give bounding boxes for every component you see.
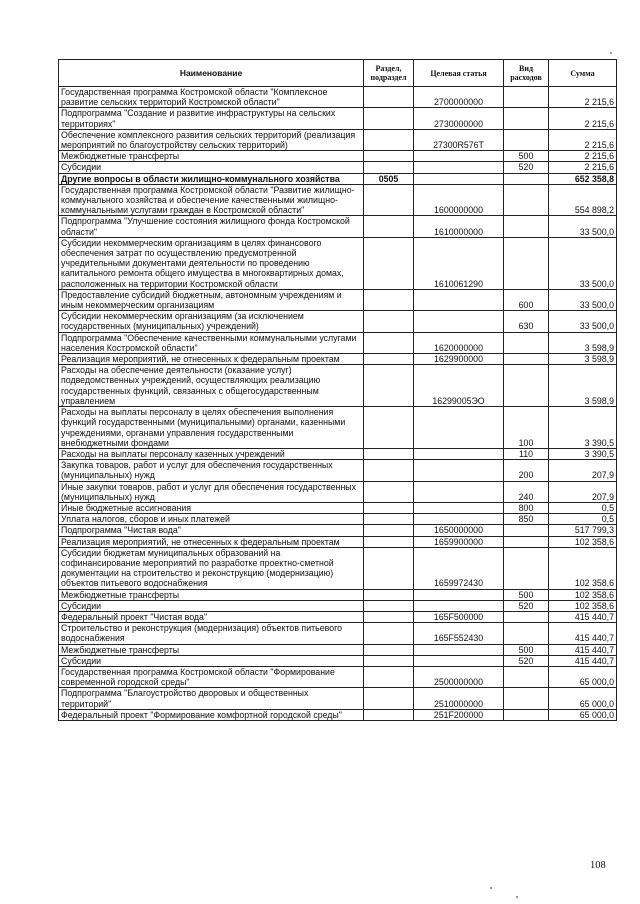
row-sum: 33 500,0 [549,311,617,332]
row-section [364,481,414,502]
table-body [59,87,617,721]
row-kind: 630 [504,311,549,332]
table-row [59,600,617,611]
table-row [59,611,617,622]
row-name: Межбюджетные трансферты [59,151,364,162]
row-section [364,289,414,310]
row-target: 251F200000 [414,709,504,720]
row-target [414,644,504,655]
row-sum: 415 440,7 [549,623,617,644]
row-target [414,514,504,525]
table-row [59,536,617,547]
page-number: 108 [590,860,606,871]
row-target [414,589,504,600]
row-kind [504,173,549,184]
row-name: Государственная программа Костромской области "Формирование современной городской среды" [59,666,364,687]
row-kind [504,87,549,108]
table-row [59,514,617,525]
row-name: Субсидии [59,162,364,173]
row-target: 1600000000 [414,184,504,216]
row-section [364,644,414,655]
row-kind: 600 [504,289,549,310]
row-target [414,407,504,449]
row-kind: 520 [504,162,549,173]
row-kind [504,536,549,547]
row-sum: 0,5 [549,514,617,525]
row-sum: 207,9 [549,460,617,481]
row-sum: 2 215,6 [549,162,617,173]
row-sum: 3 390,5 [549,407,617,449]
row-sum: 415 440,7 [549,611,617,622]
row-section [364,216,414,237]
row-target: 1650000000 [414,525,504,536]
row-sum: 3 598,9 [549,354,617,365]
row-target: 1620000000 [414,332,504,353]
row-sum: 517 799,3 [549,525,617,536]
row-sum: 415 440,7 [549,644,617,655]
table-row [59,289,617,310]
row-section [364,237,414,289]
table-row [59,151,617,162]
row-kind [504,709,549,720]
table-row [59,87,617,108]
row-target [414,311,504,332]
row-kind: 100 [504,407,549,449]
row-name: Иные бюджетные ассигнования [59,502,364,513]
row-name: Предоставление субсидий бюджетным, автономным учреждениям и иным некоммерческим организациям [59,289,364,310]
row-section [364,502,414,513]
row-sum: 2 215,6 [549,129,617,150]
row-name: Субсидии бюджетам муниципальных образований на софинансирование мероприятий по разработке проектно-сметной документации на строительство и реконструкцию (модернизацию) объектов питьевого водоснабжения [59,547,364,589]
row-name: Подпрограмма "Улучшение состояния жилищного фонда Костромской области" [59,216,364,237]
row-sum: 415 440,7 [549,655,617,666]
row-section [364,129,414,150]
row-target: 1659972430 [414,547,504,589]
row-sum: 0,5 [549,502,617,513]
table-row [59,525,617,536]
row-name: Подпрограмма "Чистая вода" [59,525,364,536]
row-target: 2700000000 [414,87,504,108]
row-section [364,623,414,644]
row-section [364,151,414,162]
row-target [414,655,504,666]
row-kind [504,216,549,237]
header-sum: Сумма [549,60,617,87]
table-row [59,481,617,502]
row-target: 2510000000 [414,688,504,709]
row-name: Подпрограмма "Благоустройство дворовых и общественных территорий" [59,688,364,709]
row-kind: 520 [504,600,549,611]
row-kind [504,547,549,589]
table-row [59,108,617,129]
table-header-row [59,60,617,87]
table-row [59,502,617,513]
table-row [59,237,617,289]
table-row [59,666,617,687]
table-row [59,365,617,407]
row-name: Расходы на обеспечение деятельности (оказание услуг) подведомственных учреждений, осуществляющих реализацию государственных функций, связанных с общегосударственным управлением [59,365,364,407]
table-row [59,547,617,589]
row-section [364,688,414,709]
row-name: Федеральный проект "Формирование комфортной городской среды" [59,709,364,720]
row-sum: 33 500,0 [549,289,617,310]
row-sum: 2 215,6 [549,108,617,129]
table-row [59,655,617,666]
row-sum: 2 215,6 [549,151,617,162]
row-sum: 65 000,0 [549,666,617,687]
row-target [414,481,504,502]
table-row [59,129,617,150]
row-target: 2730000000 [414,108,504,129]
row-section [364,448,414,459]
row-target: 1610000000 [414,216,504,237]
scan-speck [490,887,492,889]
row-kind [504,237,549,289]
row-sum: 2 215,6 [549,87,617,108]
row-target [414,448,504,459]
row-target: 1629900000 [414,354,504,365]
table-row [59,460,617,481]
row-target [414,162,504,173]
row-kind: 500 [504,151,549,162]
row-sum: 102 358,6 [549,600,617,611]
row-section [364,525,414,536]
row-section [364,407,414,449]
row-sum: 65 000,0 [549,709,617,720]
row-name: Реализация мероприятий, не отнесенных к федеральным проектам [59,354,364,365]
row-sum: 207,9 [549,481,617,502]
header-kind: Вид расходов [504,60,549,87]
row-sum: 33 500,0 [549,237,617,289]
row-kind: 500 [504,644,549,655]
row-section [364,536,414,547]
row-target [414,460,504,481]
row-kind: 800 [504,502,549,513]
row-section [364,611,414,622]
row-name: Строительство и реконструкция (модернизация) объектов питьевого водоснабжения [59,623,364,644]
row-sum: 3 390,5 [549,448,617,459]
row-kind: 240 [504,481,549,502]
row-sum: 554 898,2 [549,184,617,216]
row-section [364,460,414,481]
table-row [59,644,617,655]
row-kind [504,184,549,216]
table-row [59,311,617,332]
row-sum: 102 358,6 [549,589,617,600]
row-name: Реализация мероприятий, не отнесенных к федеральным проектам [59,536,364,547]
row-target [414,173,504,184]
header-section: Раздел, подраздел [364,60,414,87]
budget-table [58,59,617,721]
row-section [364,311,414,332]
row-kind [504,623,549,644]
row-kind: 850 [504,514,549,525]
row-section [364,162,414,173]
row-section [364,666,414,687]
row-target [414,289,504,310]
row-target: 1610061290 [414,237,504,289]
row-sum: 102 358,6 [549,536,617,547]
row-name: Субсидии некоммерческим организациям в целях финансового обеспечения затрат по осуществлению предусмотренной учредительными документами деятельности по проведению капитального ремонта общего имущества в многоквартирных домах, расположенных на территории Костромской области [59,237,364,289]
row-section [364,184,414,216]
header-name: Наименование [59,60,364,87]
row-name: Субсидии [59,655,364,666]
row-kind [504,688,549,709]
row-name: Межбюджетные трансферты [59,589,364,600]
scan-speck [516,896,518,898]
table-row [59,173,617,184]
row-sum: 65 000,0 [549,688,617,709]
row-section [364,547,414,589]
row-target [414,502,504,513]
row-name: Расходы на выплаты персоналу в целях обеспечения выполнения функций государственными (муниципальными) органами, казенными учреждениями, органами управления государственными внебюджетными фондами [59,407,364,449]
row-kind [504,354,549,365]
budget-table-container [58,59,616,721]
row-target: 165F552430 [414,623,504,644]
row-target [414,600,504,611]
row-sum: 652 358,8 [549,173,617,184]
table-row [59,688,617,709]
row-kind [504,332,549,353]
row-section [364,87,414,108]
table-row [59,589,617,600]
row-name: Иные закупки товаров, работ и услуг для обеспечения государственных (муниципальных) нужд [59,481,364,502]
row-name: Расходы на выплаты персоналу казенных учреждений [59,448,364,459]
row-name: Субсидии [59,600,364,611]
row-sum: 33 500,0 [549,216,617,237]
row-kind [504,525,549,536]
row-sum: 3 598,9 [549,332,617,353]
table-row [59,623,617,644]
row-target: 27300R576T [414,129,504,150]
row-target [414,151,504,162]
row-name: Закупка товаров, работ и услуг для обеспечения государственных (муниципальных) нужд [59,460,364,481]
row-kind: 110 [504,448,549,459]
row-kind: 520 [504,655,549,666]
row-target: 1659900000 [414,536,504,547]
table-row [59,162,617,173]
row-name: Подпрограмма "Обеспечение качественными коммунальными услугами населения Костромской области" [59,332,364,353]
row-target: 165F500000 [414,611,504,622]
row-section [364,108,414,129]
row-name: Федеральный проект "Чистая вода" [59,611,364,622]
row-kind [504,666,549,687]
row-section [364,514,414,525]
table-row [59,448,617,459]
row-kind [504,611,549,622]
row-section [364,354,414,365]
row-name: Другие вопросы в области жилищно-коммунального хозяйства [59,173,364,184]
table-row [59,354,617,365]
row-name: Обеспечение комплексного развития сельских территорий (реализация мероприятий по благоустройству сельских территорий) [59,129,364,150]
table-row [59,332,617,353]
row-sum: 3 598,9 [549,365,617,407]
row-target: 16299005ЭО [414,365,504,407]
row-sum: 102 358,6 [549,547,617,589]
row-target: 2500000000 [414,666,504,687]
row-name: Субсидии некоммерческим организациям (за исключением государственных (муниципальных) учреждений) [59,311,364,332]
row-section [364,655,414,666]
table-row [59,184,617,216]
row-section [364,332,414,353]
row-section [364,600,414,611]
table-row [59,407,617,449]
row-name: Государственная программа Костромской области "Комплексное развитие сельских территорий Костромской области" [59,87,364,108]
row-section [364,589,414,600]
row-section [364,365,414,407]
row-kind: 200 [504,460,549,481]
row-kind [504,108,549,129]
row-kind [504,365,549,407]
row-name: Государственная программа Костромской области "Развитие жилищно-коммунального хозяйства и обеспечение качественными жилищно-коммунальными услугами граждан в Костромской области" [59,184,364,216]
row-kind: 500 [504,589,549,600]
table-row [59,216,617,237]
row-kind [504,129,549,150]
row-name: Межбюджетные трансферты [59,644,364,655]
scan-speck [610,52,612,54]
table-row [59,709,617,720]
row-name: Уплата налогов, сборов и иных платежей [59,514,364,525]
row-section: 0505 [364,173,414,184]
row-name: Подпрограмма "Создание и развитие инфраструктуры на сельских территориях" [59,108,364,129]
row-section [364,709,414,720]
header-target: Целевая статья [414,60,504,87]
